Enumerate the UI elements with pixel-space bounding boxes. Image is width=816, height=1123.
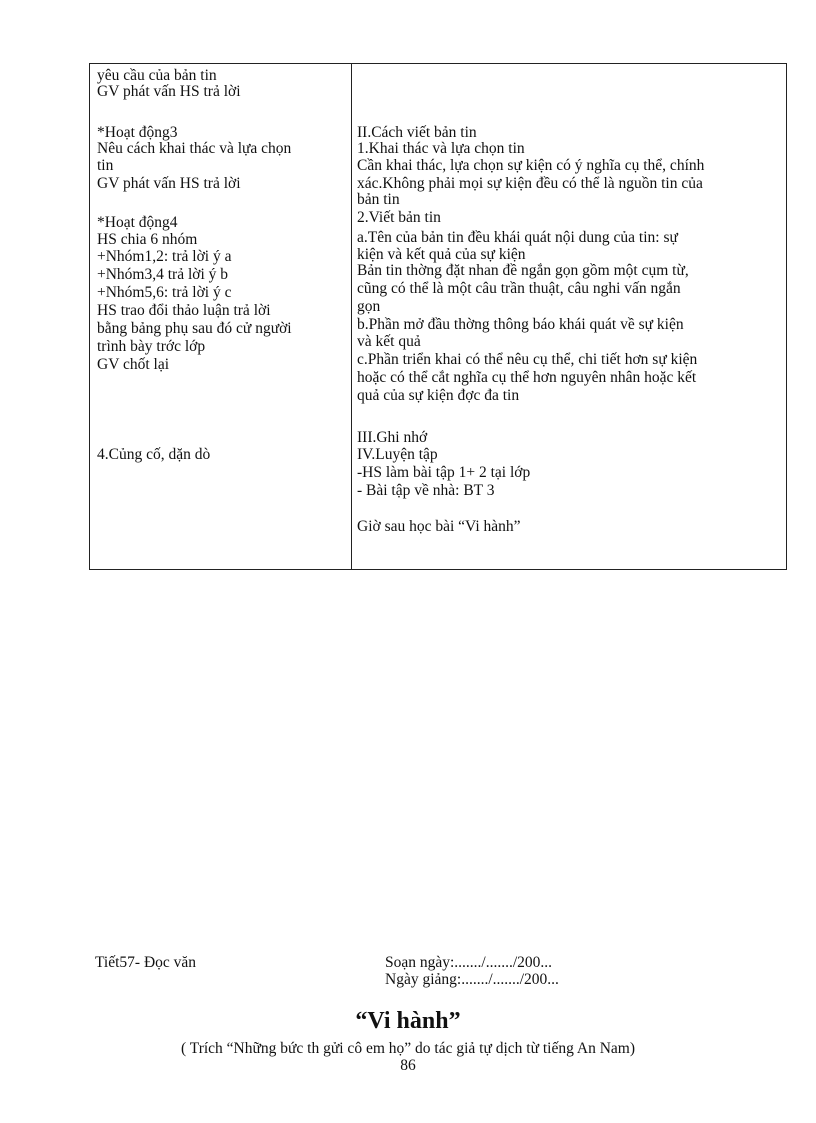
left-line: *Hoạt động3 (97, 124, 178, 141)
right-line: bản tin (357, 191, 400, 208)
right-line: Giờ sau học bài “Vi hành” (357, 518, 521, 535)
left-line: GV phát vấn HS trả lời (97, 83, 241, 100)
right-line: III.Ghi nhớ (357, 429, 428, 446)
prepared-date: Soạn ngày:......./......./200... (385, 954, 553, 971)
left-line: +Nhóm5,6: trả lời ý c (97, 284, 232, 301)
left-line: bằng bảng phụ sau đó cử người (97, 320, 292, 337)
right-line: - Bài tập về nhà: BT 3 (357, 482, 495, 499)
left-line: *Hoạt động4 (97, 214, 178, 231)
left-line: trình bày trớc lớp (97, 338, 206, 355)
right-line: hoặc có thể cắt nghĩa cụ thể hơn nguyên nhân hoặc kết (357, 369, 697, 386)
right-line: 2.Viết bản tin (357, 209, 441, 226)
left-line: GV chốt lại (97, 356, 170, 373)
left-line: tin (97, 157, 114, 174)
right-line: quả của sự kiện đợc đa tin (357, 387, 520, 404)
left-line: 4.Củng cố, dặn dò (97, 446, 211, 463)
right-line: Cần khai thác, lựa chọn sự kiện có ý nghĩa cụ thể, chính (357, 157, 705, 174)
left-line: HS trao đổi thảo luận trả lời (97, 302, 271, 319)
right-line: cũng có thể là một câu trần thuật, câu nghi vấn ngắn (357, 280, 681, 297)
right-line: xác.Không phải mọi sự kiện đều có thể là nguồn tin của (357, 175, 703, 192)
right-line: và kết quả (357, 333, 421, 350)
left-line: GV phát vấn HS trả lời (97, 175, 241, 192)
lesson-table (89, 63, 787, 570)
right-line: gọn (357, 298, 381, 315)
right-line: 1.Khai thác và lựa chọn tin (357, 140, 525, 157)
right-line: b.Phần mở đầu thờng thông báo khái quát về sự kiện (357, 316, 684, 333)
lesson-heading: Tiết57- Đọc văn (95, 954, 197, 971)
left-line: Nêu cách khai thác và lựa chọn (97, 140, 292, 157)
right-line: a.Tên của bản tin đều khái quát nội dung của tin: sự (357, 229, 678, 246)
left-line: HS chia 6 nhóm (97, 231, 198, 248)
page-number: 86 (400, 1057, 416, 1074)
right-line: kiện và kết quả của sự kiện (357, 246, 526, 263)
lesson-subtitle: ( Trích “Những bức th gửi cô em họ” do tác giả tự dịch từ tiếng An Nam) (181, 1040, 635, 1057)
lesson-title: “Vi hành” (355, 1008, 461, 1034)
right-line: II.Cách viết bản tin (357, 124, 477, 141)
left-line: +Nhóm3,4 trả lời ý b (97, 266, 229, 283)
right-line: Bản tin thờng đặt nhan đề ngắn gọn gồm một cụm từ, (357, 262, 689, 279)
left-line: yêu cầu của bản tin (97, 67, 217, 84)
teaching-date: Ngày giảng:......./......./200... (385, 971, 559, 988)
column-divider (351, 64, 352, 569)
right-line: IV.Luyện tập (357, 446, 438, 463)
left-line: +Nhóm1,2: trả lời ý a (97, 248, 232, 265)
right-line: -HS làm bài tập 1+ 2 tại lớp (357, 464, 531, 481)
right-line: c.Phần triển khai có thể nêu cụ thể, chi tiết hơn sự kiện (357, 351, 698, 368)
